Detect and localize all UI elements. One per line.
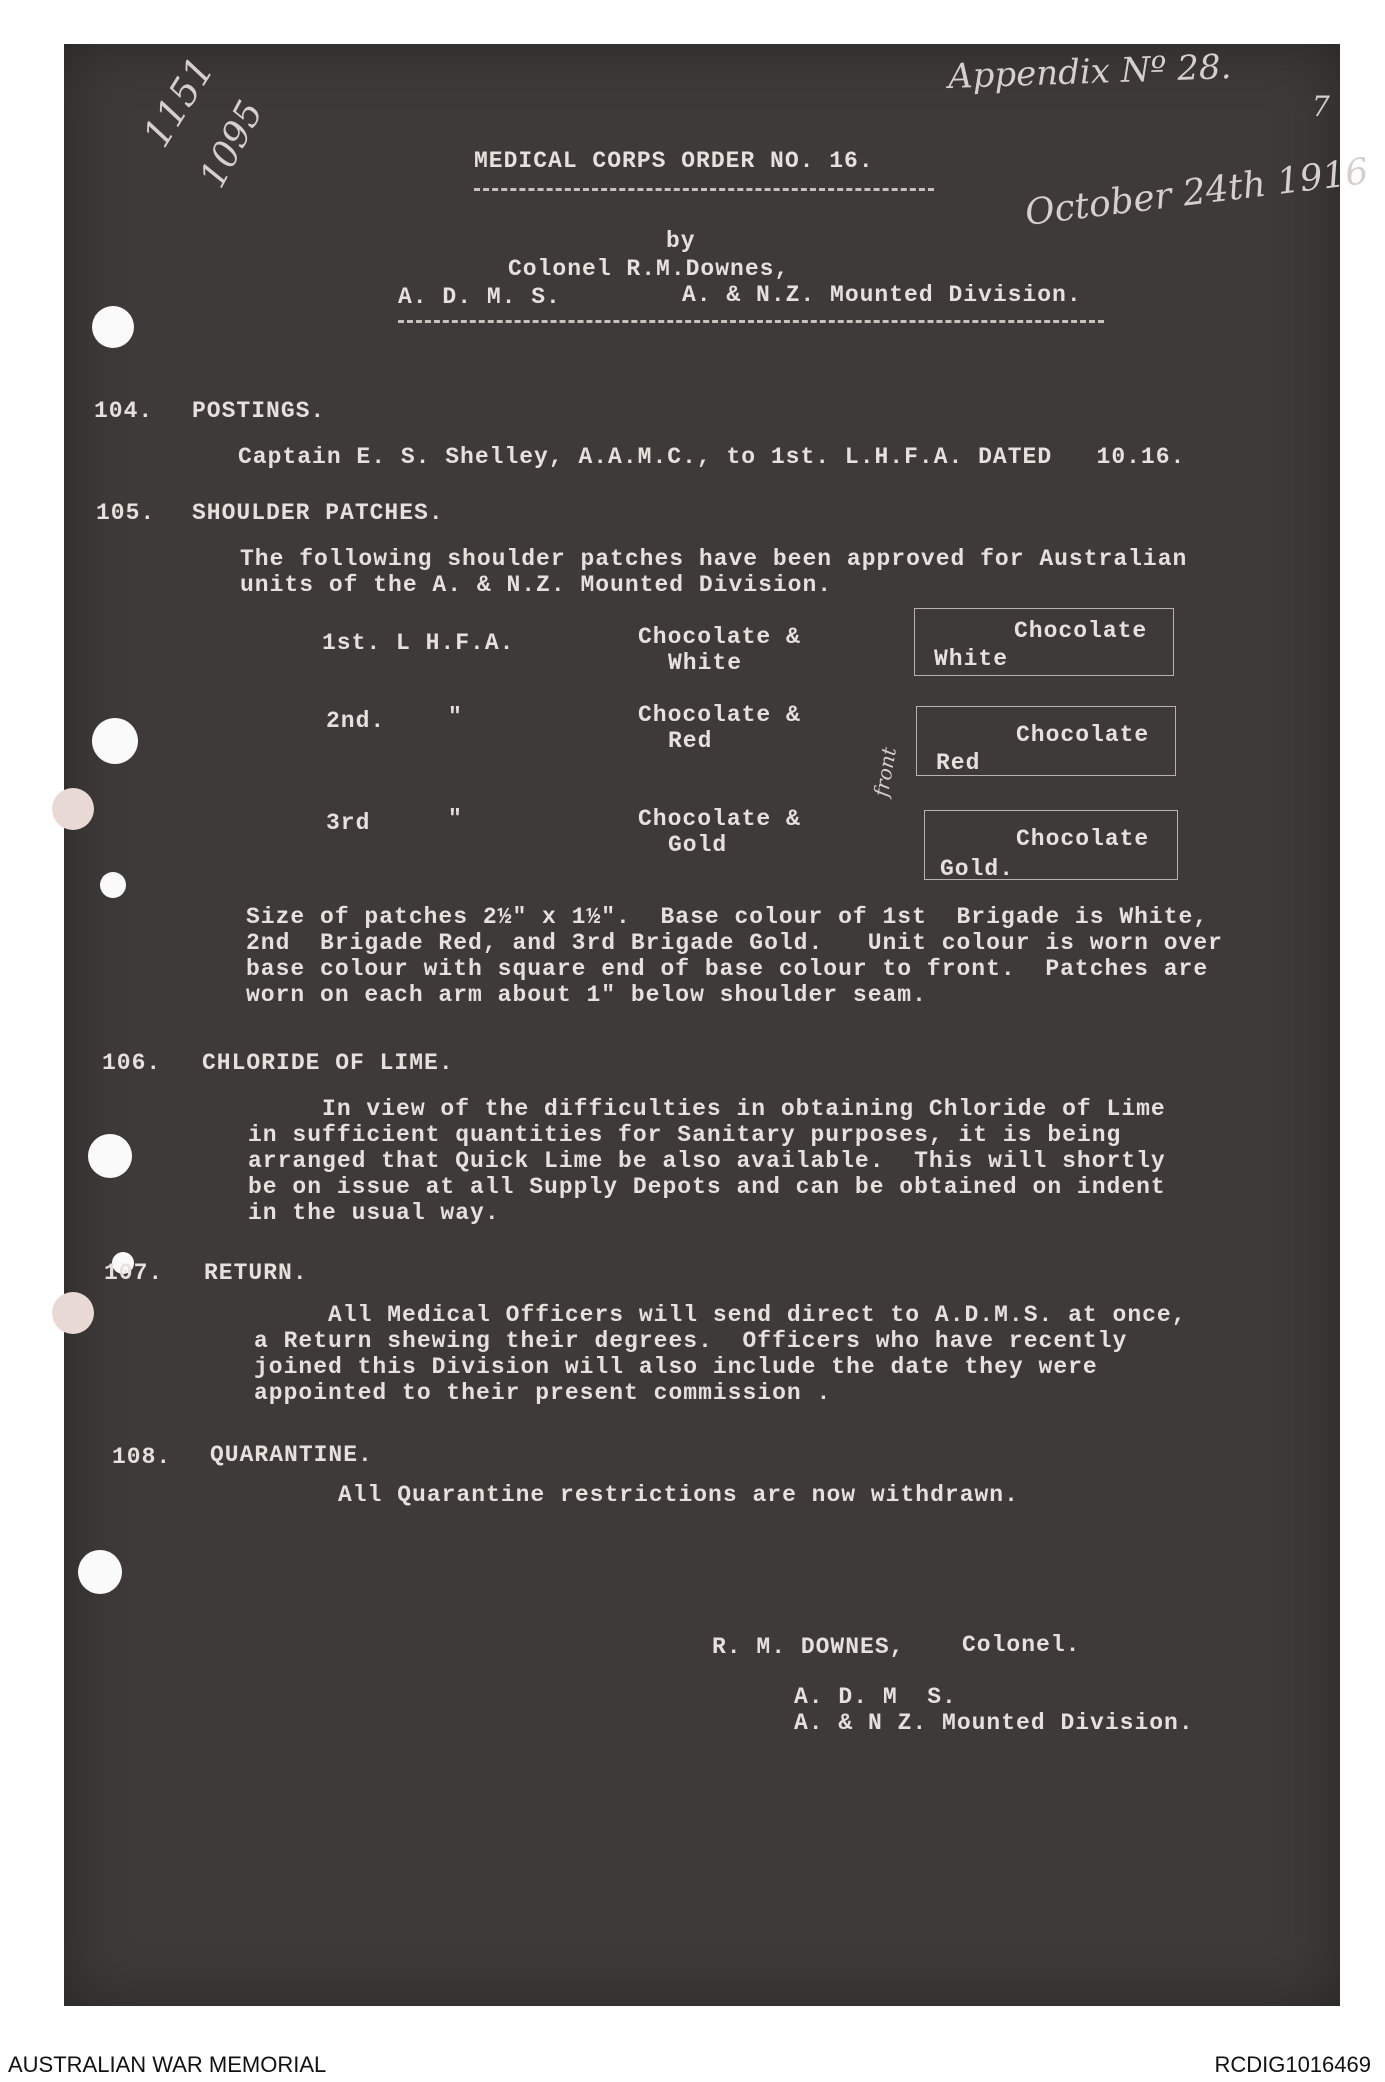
page-number: 7 bbox=[1312, 90, 1330, 123]
patch-base-colour: Red bbox=[936, 750, 981, 776]
quarantine-body: All Quarantine restrictions are now withdrawn. bbox=[338, 1482, 1019, 1508]
author-line: Colonel R.M.Downes, bbox=[508, 256, 790, 282]
punch-hole bbox=[100, 872, 126, 898]
section-number-105: 105. bbox=[96, 500, 156, 526]
chloride-body-line: in sufficient quantities for Sanitary purposes, it is being bbox=[248, 1122, 1122, 1148]
section-heading-postings: POSTINGS. bbox=[192, 398, 326, 424]
by-line: by bbox=[666, 228, 696, 254]
return-body-line: a Return shewing their degrees. Officers who have recently bbox=[254, 1328, 1128, 1354]
patch-ditto: " bbox=[448, 806, 463, 832]
office-right: A. & N.Z. Mounted Division. bbox=[682, 282, 1082, 308]
patch-colours: Chocolate & bbox=[638, 806, 801, 832]
patch-ditto: " bbox=[448, 704, 463, 730]
title-underline bbox=[474, 188, 934, 191]
return-body-line: appointed to their present commission . bbox=[254, 1380, 832, 1406]
patch-unit: 3rd bbox=[326, 810, 371, 836]
chloride-body-line: be on issue at all Supply Depots and can be obtained on indent bbox=[248, 1174, 1166, 1200]
chloride-body-line: in the usual way. bbox=[248, 1200, 500, 1226]
patch-top-colour: Chocolate bbox=[1014, 618, 1148, 644]
patch-colours: White bbox=[668, 650, 743, 676]
section-number-107: 107. bbox=[104, 1260, 164, 1286]
punch-hole bbox=[52, 788, 94, 830]
patch-base-colour: White bbox=[934, 646, 1009, 672]
chloride-body-line: arranged that Quick Lime be also available. This will shortly bbox=[248, 1148, 1166, 1174]
patch-top-colour: Chocolate bbox=[1016, 722, 1150, 748]
punch-hole bbox=[92, 718, 138, 764]
order-title: MEDICAL CORPS ORDER NO. 16. bbox=[474, 148, 874, 174]
footer-archive-name: AUSTRALIAN WAR MEMORIAL bbox=[8, 2052, 327, 2077]
section-heading-shoulder-patches: SHOULDER PATCHES. bbox=[192, 500, 444, 526]
patch-unit: 1st. L H.F.A. bbox=[322, 630, 515, 656]
patch-unit: 2nd. bbox=[326, 708, 386, 734]
office-left: A. D. M. S. bbox=[398, 284, 561, 310]
signature-rank: Colonel. bbox=[962, 1632, 1081, 1658]
section-number-108: 108. bbox=[112, 1444, 172, 1470]
patches-body-line: base colour with square end of base colour to front. Patches are bbox=[246, 956, 1209, 982]
patches-body-line: 2nd Brigade Red, and 3rd Brigade Gold. Unit colour is worn over bbox=[246, 930, 1223, 956]
section-heading-quarantine: QUARANTINE. bbox=[210, 1442, 373, 1468]
section-heading-return: RETURN. bbox=[204, 1260, 308, 1286]
header-underline bbox=[398, 320, 1104, 323]
appendix-annotation: Appendix Nº 28. bbox=[947, 47, 1232, 97]
file-number-top: 1151 bbox=[134, 49, 223, 155]
signature-division: A. & N Z. Mounted Division. bbox=[794, 1710, 1194, 1736]
patches-body-line: worn on each arm about 1" below shoulder seam. bbox=[246, 982, 927, 1008]
signature-name: R. M. DOWNES, bbox=[712, 1634, 905, 1660]
file-number-bottom: 1095 bbox=[192, 94, 272, 195]
punch-hole bbox=[78, 1550, 122, 1594]
patches-body-line: Size of patches 2½" x 1½". Base colour of 1st Brigade is White, bbox=[246, 904, 1209, 930]
margin-note: front bbox=[868, 745, 902, 799]
patch-colours: Gold bbox=[668, 832, 728, 858]
patch-colours: Red bbox=[668, 728, 713, 754]
section-number-104: 104. bbox=[94, 398, 154, 424]
return-body-line: All Medical Officers will send direct to A.D.M.S. at once, bbox=[254, 1302, 1187, 1328]
patch-colours: Chocolate & bbox=[638, 624, 801, 650]
section-number-106: 106. bbox=[102, 1050, 162, 1076]
return-body-line: joined this Division will also include the date they were bbox=[254, 1354, 1098, 1380]
date-annotation: October 24th 1916 bbox=[1022, 151, 1371, 234]
punch-hole bbox=[92, 306, 134, 348]
punch-hole bbox=[52, 1292, 94, 1334]
footer-record-id: RCDIG1016469 bbox=[1214, 2052, 1371, 2077]
chloride-body-line: In view of the difficulties in obtaining Chloride of Lime bbox=[248, 1096, 1166, 1122]
signature-office: A. D. M S. bbox=[794, 1684, 957, 1710]
patches-intro-line: units of the A. & N.Z. Mounted Division. bbox=[240, 572, 833, 598]
patch-top-colour: Chocolate bbox=[1016, 826, 1150, 852]
patches-intro-line: The following shoulder patches have been approved for Australian bbox=[240, 546, 1188, 572]
section-heading-chloride: CHLORIDE OF LIME. bbox=[202, 1050, 454, 1076]
punch-hole bbox=[88, 1134, 132, 1178]
posting-line: Captain E. S. Shelley, A.A.M.C., to 1st. L.H.F.A. DATED 10.16. bbox=[238, 444, 1186, 470]
patch-colours: Chocolate & bbox=[638, 702, 801, 728]
patch-base-colour: Gold. bbox=[940, 856, 1015, 882]
